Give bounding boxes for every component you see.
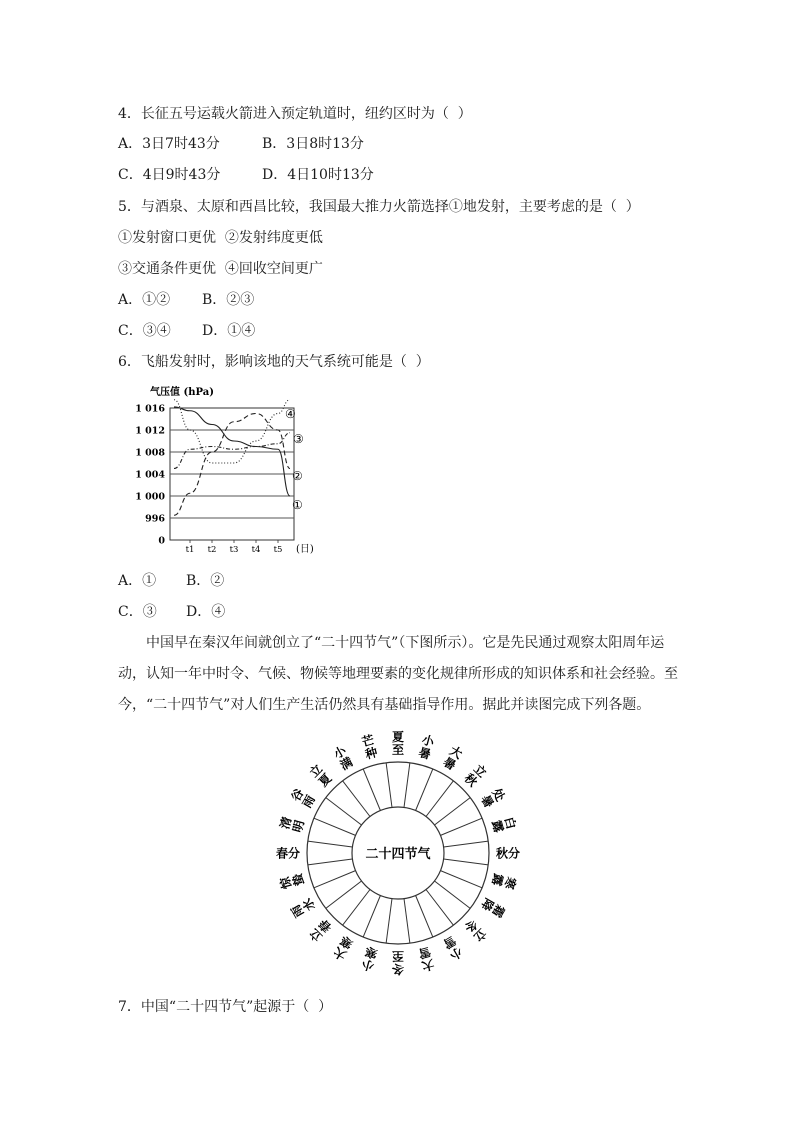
q4-option-d (262, 165, 374, 185)
chart-y-tick-label: 1 012 (135, 425, 165, 437)
q6-option-a (118, 571, 156, 591)
option-text: ①② (142, 292, 171, 308)
svg-text:小: 小 (447, 944, 465, 963)
q4-stem: 4．长征五号运载火箭进入预定轨道时，纽约区时为（ ） (118, 106, 472, 122)
chart-series-line (174, 400, 290, 463)
option-text: 3日8时13分 (286, 136, 364, 152)
chart-y-tick-label: 1 016 (135, 403, 165, 415)
wheel-spoke (434, 881, 470, 908)
solar-term-label (392, 729, 404, 757)
svg-text:种: 种 (363, 745, 379, 762)
svg-text:芒: 芒 (360, 732, 376, 750)
option-text: 3日7时43分 (142, 136, 220, 152)
wheel-spoke (440, 871, 482, 888)
option-text: ① (142, 573, 157, 589)
wheel-spoke (386, 763, 392, 808)
wheel-spoke (326, 798, 362, 825)
q4-option-b (262, 134, 364, 154)
q4-option-c (118, 165, 220, 185)
svg-text:冬: 冬 (391, 962, 405, 976)
chart-series-line (174, 414, 290, 516)
option-text: ③④ (142, 323, 171, 339)
chart-series-line (174, 433, 290, 469)
svg-text:雪: 雪 (417, 944, 433, 961)
chart-series-label: ④ (285, 407, 296, 421)
option-letter: B． (202, 292, 227, 308)
svg-text:降: 降 (478, 895, 497, 914)
solar-term-label (391, 949, 404, 977)
wheel-spoke (386, 899, 392, 944)
option-text: ② (210, 573, 225, 589)
wheel-spoke (426, 781, 453, 817)
svg-text:处: 处 (489, 786, 508, 804)
chart-series-label: ② (292, 469, 303, 483)
svg-text:暑: 暑 (440, 754, 459, 773)
option-letter: A． (118, 573, 143, 589)
q5-choices-line1: ①发射窗口更优 ②发射纬度更低 (118, 230, 323, 246)
svg-text:明: 明 (290, 818, 307, 834)
wheel-spoke (343, 889, 370, 925)
svg-text:寒: 寒 (337, 933, 356, 952)
q7-stem: 7．中国“二十四节气”起源于（ ） (118, 999, 333, 1015)
wheel-spoke (314, 871, 356, 888)
option-text: 4日10时13分 (287, 167, 374, 183)
solar-term-label (461, 760, 490, 789)
chart-y-tick-label: 996 (145, 513, 165, 525)
svg-text:秋: 秋 (461, 770, 481, 790)
svg-text:惊: 惊 (277, 875, 295, 891)
chart-x-tick-label: t3 (229, 545, 239, 555)
svg-text:雨: 雨 (288, 902, 307, 920)
svg-text:小: 小 (360, 956, 376, 974)
solar-term-label (359, 944, 379, 973)
q5-stem: 5．与酒泉、太原和西昌比较，我国最大推力火箭选择①地发射，主要考虑的是（ ） (118, 199, 640, 215)
chart-x-tick-label: t5 (273, 545, 283, 555)
solar-term-label (417, 733, 437, 762)
wheel-spoke (363, 895, 380, 937)
option-letter: C． (118, 167, 143, 183)
solar-term-label (276, 846, 300, 861)
wheel-spoke (326, 881, 362, 908)
svg-text:满: 满 (337, 754, 356, 773)
q6-stem: 6．飞船发射时，影响该地的天气系统可能是（ ） (118, 354, 430, 370)
svg-text:露: 露 (489, 818, 506, 834)
option-text: 4日9时43分 (142, 167, 221, 183)
chart-xlabel: (日) (296, 544, 314, 555)
solar-term-label (276, 871, 306, 891)
option-letter: D． (202, 323, 228, 339)
q6-option-d (186, 602, 225, 622)
q5-choices-line2: ③交通条件更优 ④回收空间更广 (118, 261, 323, 277)
q5-option-b (202, 290, 254, 310)
svg-text:谷: 谷 (288, 786, 307, 804)
option-letter: D． (262, 167, 288, 183)
chart-y-tick-label: 0 (158, 535, 165, 547)
solar-term-label (288, 896, 318, 920)
svg-text:秋分: 秋分 (495, 846, 521, 861)
svg-text:夏: 夏 (391, 730, 405, 744)
wheel-spoke (308, 859, 353, 865)
solar-term-label (489, 815, 519, 834)
wheel-spoke (404, 899, 410, 944)
wheel-spoke (444, 859, 489, 865)
solar-term-label (331, 933, 355, 963)
svg-text:寒: 寒 (363, 944, 379, 961)
solar-term-label (331, 743, 356, 773)
wheel-spoke (314, 818, 356, 835)
passage (118, 628, 678, 721)
svg-text:夏: 夏 (315, 770, 335, 790)
solar-term-label (495, 846, 520, 861)
option-letter: B． (186, 573, 211, 589)
svg-text:寒: 寒 (501, 875, 519, 891)
chart-series-label: ① (292, 498, 303, 512)
wheel-spoke (416, 895, 433, 937)
chart-y-tick-label: 1 000 (135, 491, 165, 503)
svg-text:至: 至 (391, 743, 405, 757)
svg-text:小: 小 (420, 732, 436, 750)
svg-text:雨: 雨 (299, 792, 318, 811)
wheel-spoke (416, 769, 433, 811)
svg-text:至: 至 (391, 949, 405, 963)
svg-text:立: 立 (306, 761, 326, 781)
q6-option-c (118, 602, 157, 622)
wheel-spoke (363, 769, 380, 811)
chart-y-tick-label: 1 004 (135, 469, 165, 481)
solar-term-label (359, 732, 379, 762)
option-text: ③ (142, 604, 157, 620)
solar-term-label (489, 872, 519, 891)
solar-term-label (440, 933, 465, 963)
svg-text:雪: 雪 (440, 933, 459, 952)
svg-text:露: 露 (489, 872, 506, 888)
svg-text:立: 立 (470, 925, 490, 945)
q4-option-a (118, 134, 220, 154)
option-text: ④ (211, 604, 226, 620)
option-letter: D． (186, 604, 212, 620)
svg-text:暑: 暑 (478, 792, 497, 811)
svg-text:清: 清 (277, 815, 295, 831)
option-letter: B． (262, 136, 287, 152)
q5-option-d (202, 321, 255, 341)
solar-term-label (277, 815, 307, 834)
option-letter: A． (118, 136, 143, 152)
chart-x-tick-label: t4 (251, 545, 261, 555)
svg-text:暑: 暑 (417, 745, 433, 762)
svg-text:立: 立 (470, 761, 490, 781)
passage-text: 中国早在秦汉年间就创立了“二十四节气”（下图所示）。它是先民通过观察太阳周年运动，认知一年中时令、气候、物候等地理要素的变化规律所形成的知识体系和社会经验。至今，“二十四节气”对人们生产生活仍然具有基础指导作用。据此并读图完成下列各题。 (118, 635, 678, 713)
svg-text:立: 立 (306, 925, 326, 945)
pressure-chart (130, 380, 330, 560)
solar-term-label (461, 917, 490, 946)
wheel-spoke (434, 798, 470, 825)
option-letter: C． (118, 323, 143, 339)
option-letter: A． (118, 292, 143, 308)
svg-text:春分: 春分 (275, 846, 301, 861)
solar-term-label (441, 743, 465, 773)
wheel-spoke (308, 841, 353, 847)
chart-ylabel: 气压值 (hPa) (150, 387, 214, 398)
chart-y-tick-label: 1 008 (135, 447, 165, 459)
chart-x-tick-label: t1 (185, 545, 195, 555)
option-text: ②③ (226, 292, 255, 308)
wheel-center-label: 二十四节气 (365, 847, 431, 862)
solar-term-label (306, 761, 334, 789)
svg-text:大: 大 (447, 743, 465, 762)
svg-text:大: 大 (331, 944, 349, 963)
wheel-spoke (426, 889, 453, 925)
q5-option-a (118, 290, 170, 310)
chart-series-label: ③ (293, 432, 304, 446)
svg-text:霜: 霜 (489, 902, 508, 920)
wheel-spoke (343, 781, 370, 817)
wheel-spoke (444, 841, 489, 847)
svg-text:水: 水 (299, 895, 318, 914)
q6-option-b (186, 571, 224, 591)
svg-text:大: 大 (420, 956, 436, 974)
option-text: ①④ (227, 323, 256, 339)
svg-text:蛰: 蛰 (290, 872, 307, 888)
solar-term-label (288, 786, 318, 810)
solar-terms-wheel (268, 728, 528, 978)
solar-term-label (478, 896, 508, 920)
svg-text:春: 春 (315, 916, 335, 936)
solar-term-label (478, 785, 509, 810)
wheel-spoke (404, 763, 410, 808)
svg-text:白: 白 (501, 815, 519, 831)
chart-series-line (174, 407, 290, 496)
solar-term-label (306, 917, 334, 945)
option-letter: C． (118, 604, 143, 620)
svg-text:小: 小 (331, 743, 349, 762)
wheel-spoke (440, 818, 482, 835)
chart-x-tick-label: t2 (207, 545, 217, 555)
solar-term-label (417, 944, 436, 974)
svg-text:冬: 冬 (461, 916, 481, 936)
q5-option-c (118, 321, 171, 341)
